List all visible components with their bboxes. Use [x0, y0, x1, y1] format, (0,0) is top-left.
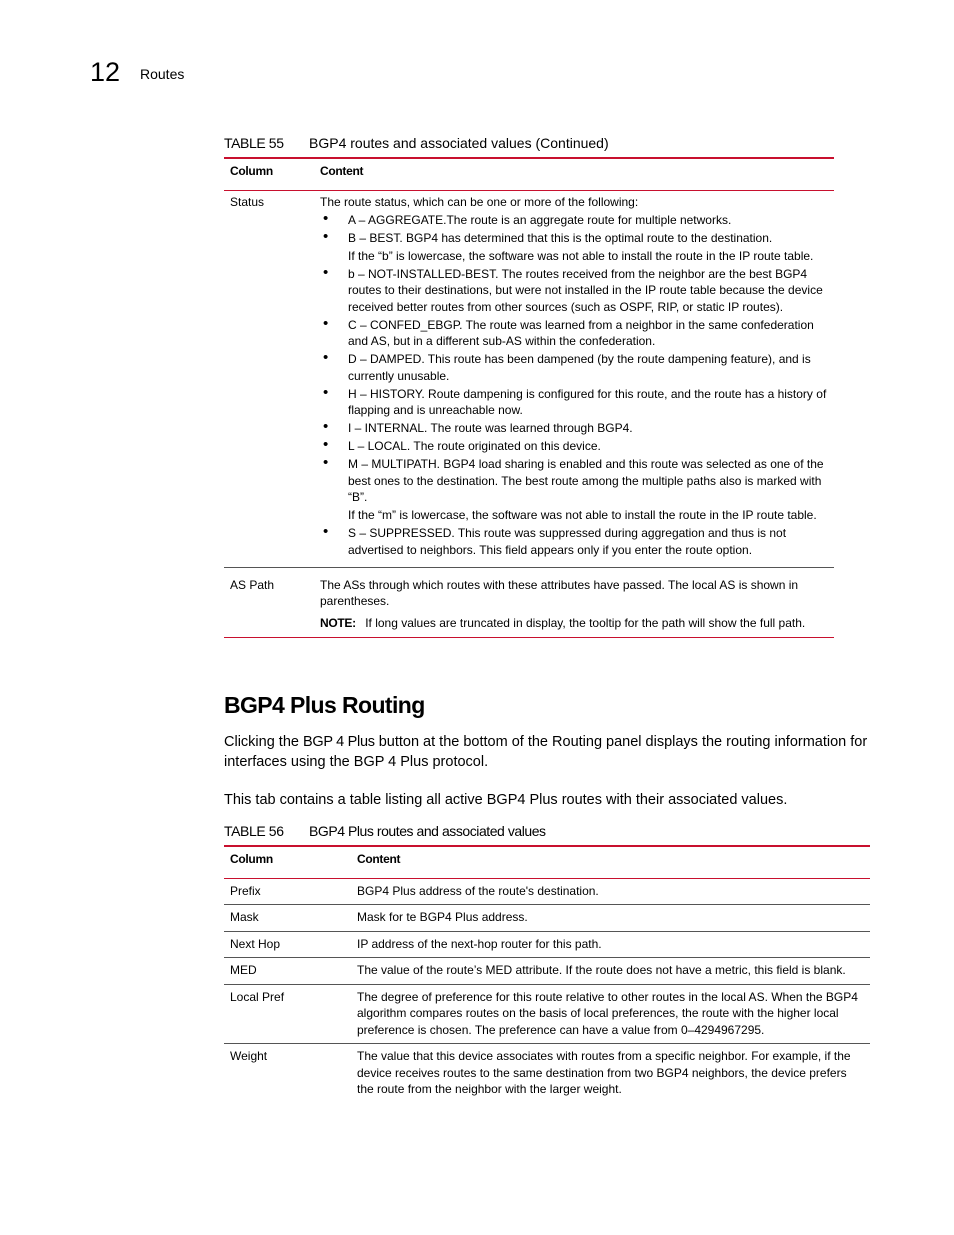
table-56-header-row	[224, 846, 870, 878]
list-item: • C – CONFED_EBGP. The route was learned from a neighbor in the same confederation and AS, but in a different sub-AS within the confederation.	[320, 317, 828, 350]
list-item: • S – SUPPRESSED. This route was suppressed during aggregation and thus is not advertised to neighbors. This field appears only if you enter the route option.	[320, 525, 828, 558]
row-label: Status	[230, 194, 265, 209]
table-row-status	[224, 190, 834, 567]
note	[320, 615, 828, 632]
row-label: AS Path	[230, 577, 275, 592]
table-55-caption	[224, 135, 609, 151]
table-56-caption	[224, 823, 546, 839]
row-content	[314, 567, 834, 638]
row-label: Local Pref	[230, 989, 285, 1004]
column-header: Column	[230, 852, 273, 866]
column-header: Column	[230, 164, 273, 178]
bgp4-plus-button-reference: BGP 4 Plus	[302, 734, 375, 750]
table-row	[224, 958, 870, 985]
content-header: Content	[357, 852, 401, 866]
row-content: BGP4 Plus address of the route's destination.	[357, 883, 599, 898]
row-label: Next Hop	[230, 936, 281, 951]
list-item: • b – NOT-INSTALLED-BEST. The routes received from the neighbor are the best BGP4 routes to their destinations, but were not installed in the IP route table because the device received better routes from other sources (such as OSPF, RIP, or static IP routes).	[320, 266, 828, 316]
content-header: Content	[320, 164, 364, 178]
row-label: Mask	[230, 910, 259, 924]
section-heading: BGP4 Plus Routing	[224, 692, 425, 718]
row-label: Prefix	[230, 883, 261, 898]
chapter-title: Routes	[140, 66, 185, 82]
list-item: • I – INTERNAL. The route was learned through BGP4.	[320, 420, 828, 437]
table-55-title: BGP4 routes and associated values (Continued)	[309, 135, 609, 151]
row-content	[314, 190, 834, 567]
note-label: NOTE:	[320, 615, 356, 630]
chapter-number: 12	[90, 57, 121, 87]
paragraph-2: This tab contains a table listing all active BGP4 Plus routes with their associated values.	[224, 792, 788, 808]
row-content: The value of the route’s MED attribute. If the route does not have a metric, this field is blank.	[357, 963, 846, 977]
table-row	[224, 878, 870, 905]
table-row	[224, 931, 870, 958]
row-content: The degree of preference for this route relative to other routes in the local AS. When the BGP4 algorithm compares routes on the basis of local preferences, the route with the higher local preference is chosen. The preference can have a value from 0–4294967295.	[357, 989, 858, 1037]
as-path-text: The ASs through which routes with these attributes have passed. The local AS is shown in parentheses.	[320, 577, 799, 608]
list-item: • D – DAMPED. This route has been dampened (by the route dampening feature), and is currently unusable.	[320, 351, 828, 384]
table-row	[224, 984, 870, 1044]
table-55	[224, 157, 834, 638]
row-label: MED	[230, 963, 257, 977]
table-56-label: TABLE 56	[224, 823, 284, 839]
table-55-header-row	[224, 158, 834, 190]
list-item: • A – AGGREGATE.The route is an aggregate route for multiple networks.	[320, 212, 828, 229]
row-content: Mask for te BGP4 Plus address.	[357, 910, 528, 924]
table-row	[224, 1044, 870, 1103]
row-content: The value that this device associates with routes from a specific neighbor. For example, if the device receives routes to the same destination from two BGP4 neighbors, the device prefers the route from the neighbor with the larger weight.	[357, 1049, 851, 1096]
status-list	[320, 212, 828, 559]
table-56-title: BGP4 Plus routes and associated values	[309, 823, 546, 839]
paragraph-1: Clicking the BGP 4 Plus button at the bottom of the Routing panel displays the routing information for interfaces using the BGP 4 Plus protocol.	[224, 734, 868, 770]
list-item: • B – BEST. BGP4 has determined that this is the optimal route to the destination. If the “b” is lowercase, the software was not able to install the route in the IP route table.	[320, 230, 828, 265]
row-label: Weight	[230, 1049, 268, 1063]
list-item: • M – MULTIPATH. BGP4 load sharing is enabled and this route was selected as one of the best ones to the destination. The best route among the multiple paths also is marked with “B”. If the “m” is lowercase, the software was not able to install the route in the IP route table.	[320, 456, 828, 524]
table-row	[224, 905, 870, 932]
status-intro: The route status, which can be one or more of the following:	[320, 194, 639, 209]
table-56	[224, 845, 870, 1103]
table-55-label: TABLE 55	[224, 135, 284, 151]
note-text: If long values are truncated in display, the tooltip for the path will show the full path.	[365, 615, 806, 630]
list-item: • L – LOCAL. The route originated on this device.	[320, 438, 828, 455]
row-content: IP address of the next-hop router for this path.	[357, 936, 602, 951]
table-row-as-path	[224, 567, 834, 638]
list-item: • H – HISTORY. Route dampening is configured for this route, and the route has a history of flapping and is unreachable now.	[320, 386, 828, 419]
